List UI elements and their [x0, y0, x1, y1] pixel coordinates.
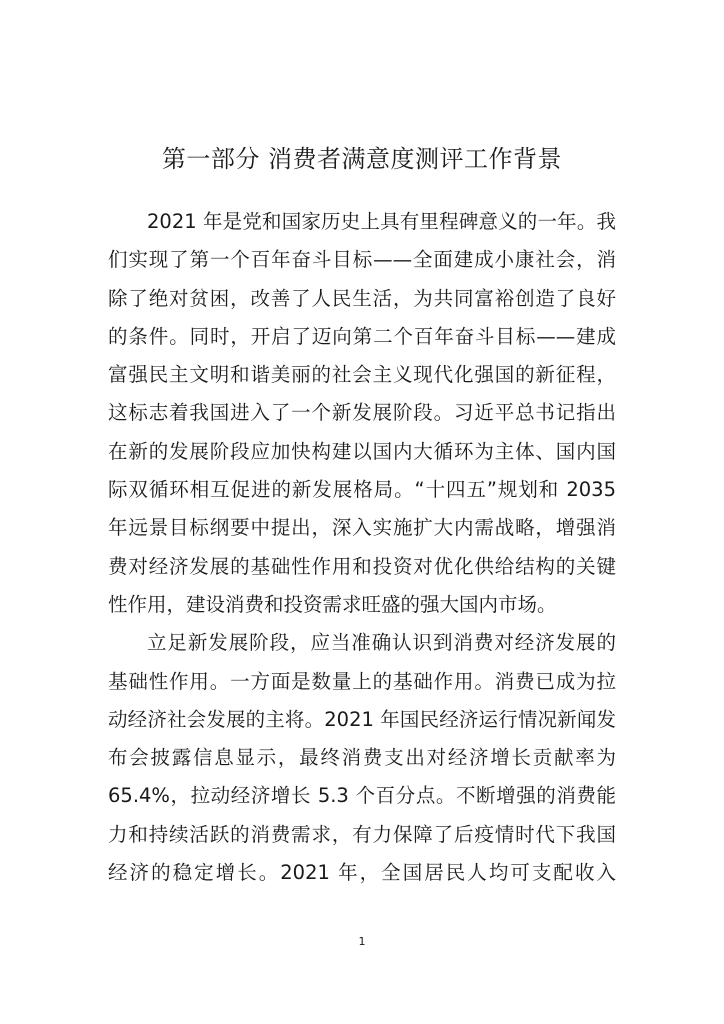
- page-number: 1: [358, 935, 366, 948]
- paragraph-line: 基础性作用。一方面是数量上的基础作用。消费已成为拉: [108, 669, 616, 693]
- paragraph-line: 在新的发展阶段应加快构建以国内大循环为主体、国内国: [108, 439, 616, 463]
- paragraph-line: 性作用，建设消费和投资需求旺盛的强大国内市场。: [108, 592, 557, 616]
- paragraph-line: 除了绝对贫困，改善了人民生活，为共同富裕创造了良好: [108, 286, 616, 310]
- paragraph-line: 费对经济发展的基础性作用和投资对优化供给结构的关键: [108, 554, 616, 578]
- paragraph-line: 年远景目标纲要中提出，深入实施扩大内需战略，增强消: [108, 516, 616, 540]
- paragraph-line: 际双循环相互促进的新发展格局。“十四五”规划和 2035: [108, 478, 616, 502]
- paragraph-line: 力和持续活跃的消费需求，有力保障了后疫情时代下我国: [108, 822, 616, 846]
- paragraph-1: [108, 203, 616, 624]
- paragraph-line: 2021 年是党和国家历史上具有里程碑意义的一年。我: [147, 210, 616, 233]
- paragraph-2: [108, 624, 616, 892]
- section-title: 第一部分 消费者满意度测评工作背景: [161, 145, 563, 173]
- paragraph-line: 富强民主文明和谐美丽的社会主义现代化强国的新征程，: [108, 363, 616, 387]
- paragraph-line: 动经济社会发展的主将。2021 年国民经济运行情况新闻发: [108, 707, 616, 731]
- paragraph-line: 布会披露信息显示，最终消费支出对经济增长贡献率为: [108, 746, 616, 770]
- paragraph-line: 65.4%，拉动经济增长 5.3 个百分点。不断增强的消费能: [108, 784, 616, 808]
- body-text: [108, 203, 616, 892]
- paragraph-line: 经济的稳定增长。2021 年，全国居民人均可支配收入: [108, 861, 616, 885]
- paragraph-line: 们实现了第一个百年奋斗目标——全面建成小康社会，消: [108, 248, 616, 272]
- paragraph-line: 这标志着我国进入了一个新发展阶段。习近平总书记指出: [108, 401, 616, 425]
- paragraph-line: 立足新发展阶段，应当准确认识到消费对经济发展的: [147, 631, 616, 655]
- paragraph-line: 的条件。同时，开启了迈向第二个百年奋斗目标——建成: [108, 324, 616, 348]
